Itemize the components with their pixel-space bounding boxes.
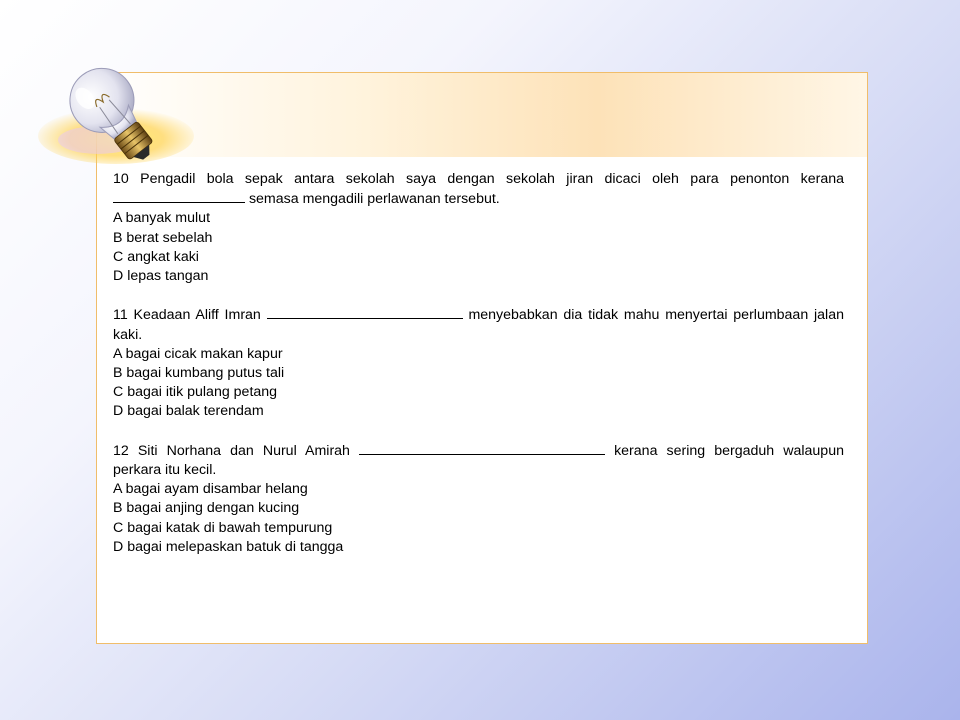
option-a: A bagai cicak makan kapur (113, 345, 283, 362)
option-b: B bagai kumbang putus tali (113, 365, 285, 382)
option-b: B berat sebelah (113, 229, 213, 246)
header-band (97, 73, 867, 157)
question-11 (113, 305, 844, 421)
option-d: D lepas tangan (113, 268, 209, 285)
option-d: D bagai melepaskan batuk di tangga (113, 538, 344, 555)
option-b: B bagai anjing dengan kucing (113, 500, 300, 517)
question-stem (113, 441, 844, 480)
answer-blank (359, 441, 605, 455)
question-content (113, 170, 844, 576)
option-a: A bagai ayam disambar helang (113, 481, 308, 498)
question-text-after: kerana sering bergaduh walaupun perkara itu kecil. (113, 442, 844, 479)
answer-blank (267, 305, 463, 319)
option-a: A banyak mulut (113, 210, 211, 227)
answer-blank (113, 189, 245, 203)
question-text-after: semasa mengadili perlawanan tersebut. (248, 191, 500, 208)
question-text-before: 12 Siti Norhana dan Nurul Amirah (113, 442, 350, 459)
question-10 (113, 170, 844, 286)
question-text-after: menyebabkan dia tidak mahu menyertai perlumbaan jalan kaki. (113, 307, 844, 343)
option-c: C bagai itik pulang petang (113, 384, 278, 401)
question-stem (113, 305, 844, 344)
question-stem (113, 170, 844, 209)
option-d: D bagai balak terendam (113, 403, 264, 420)
option-c: C bagai katak di bawah tempurung (113, 519, 333, 536)
question-text-before: 11 Keadaan Aliff Imran (113, 307, 261, 324)
question-12 (113, 441, 844, 557)
lightbulb-icon (38, 48, 208, 168)
question-text-before: 10 Pengadil bola sepak antara sekolah saya dengan sekolah jiran dicaci oleh para penonton kerana (113, 171, 844, 187)
option-c: C angkat kaki (113, 248, 199, 265)
